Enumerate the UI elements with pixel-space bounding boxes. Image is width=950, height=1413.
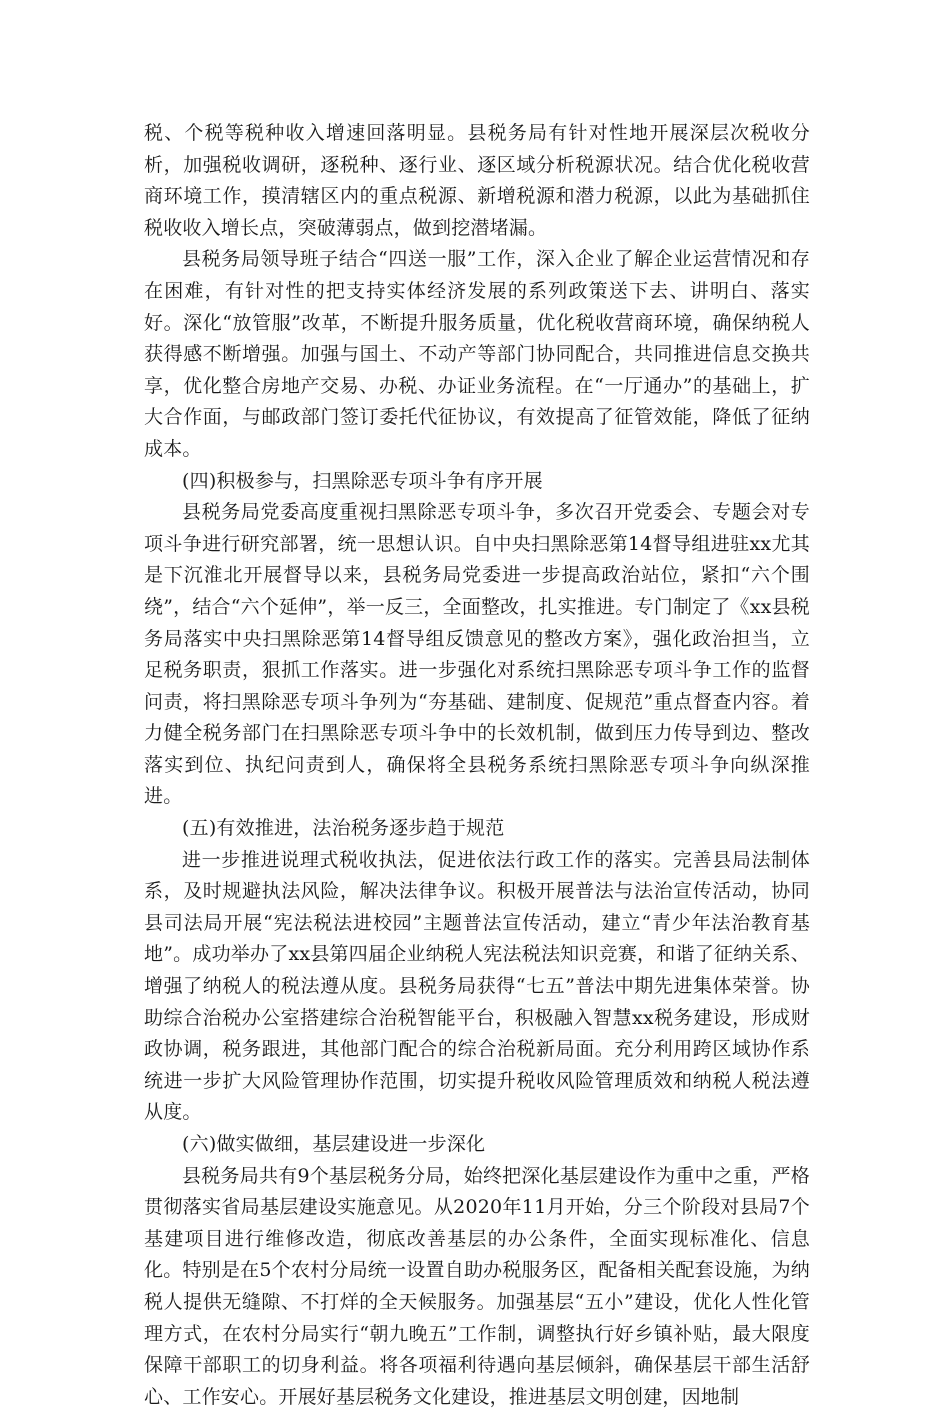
section-heading-5: (五)有效推进，法治税务逐步趋于规范 — [182, 817, 505, 840]
paragraph-continuation: 税、个税等税种收入增速回落明显。县税务局有针对性地开展深层次税收分析，加强税收调研，逐税种、逐行业、逐区域分析税源状况。结合优化税收营商环境工作，摸清辖区内的重点税源、新增税源和潜力税源，以此为基础抓住税收收入增长点，突破薄弱点，做到挖潜堵漏。 — [144, 122, 810, 239]
paragraph-rule-of-law: 进一步推进说理式税收执法，促进依法行政工作的落实。完善县局法制体系，及时规避执法风险，解决法律争议。积极开展普法与法治宣传活动，协同县司法局开展“宪法税法进校园”主题普法宣传活动，建立“青少年法治教育基地”。成功举办了xx县第四届企业纳税人宪法税法知识竞赛，和谐了征纳关系、增强了纳税人的税法遵从度。县税务局获得“七五”普法中期先进集体荣誉。协助综合治税办公室搭建综合治税智能平台，积极融入智慧xx税务建设，形成财政协调，税务跟进，其他部门配合的综合治税新局面。充分利用跨区域协作系统进一步扩大风险管理协作范围，切实提升税收风险管理质效和纳税人税法遵从度。 — [144, 848, 810, 1124]
document-page — [144, 118, 810, 1413]
section-heading-6: (六)做实做细，基层建设进一步深化 — [182, 1133, 486, 1155]
paragraph-service: 县税务局领导班子结合“四送一服”工作，深入企业了解企业运营情况和存在困难，有针对性的把支持实体经济发展的系列政策送下去、讲明白、落实好。深化“放管服”改革，不断提升服务质量，优化税收营商环境，确保纳税人获得感不断增强。加强与国土、不动产等部门协同配合，共同推进信息交换共享，优化整合房地产交易、办税、办证业务流程。在“一厅通办”的基础上，扩大合作面，与邮政部门签订委托代征协议，有效提高了征管效能，降低了征纳成本。 — [144, 248, 810, 460]
paragraph-anti-crime: 县税务局党委高度重视扫黑除恶专项斗争，多次召开党委会、专题会对专项斗争进行研究部署，统一思想认识。自中央扫黑除恶第14督导组进驻xx尤其是下沉淮北开展督导以来，县税务局党委进一步提高政治站位，紧扣“六个围绕”，结合“六个延伸”，举一反三，全面整改，扎实推进。专门制定了《xx县税务局落实中央扫黑除恶第14督导组反馈意见的整改方案》，强化政治担当，立足税务职责，狠抓工作落实。进一步强化对系统扫黑除恶专项斗争工作的监督问责，将扫黑除恶专项斗争列为“夯基础、建制度、促规范”重点督查内容。着力健全税务部门在扫黑除恶专项斗争中的长效机制，做到压力传导到边、整改落实到位、执纪问责到人，确保将全县税务系统扫黑除恶专项斗争向纵深推进。 — [144, 501, 810, 808]
paragraph-grassroots: 县税务局共有9个基层税务分局，始终把深化基层建设作为重中之重，严格贯彻落实省局基层建设实施意见。从2020年11月开始，分三个阶段对县局7个基建项目进行维修改造，彻底改善基层的办公条件，全面实现标准化、信息化。特别是在5个农村分局统一设置自助办税服务区，配备相关配套设施，为纳税人提供无缝隙、不打烊的全天候服务。加强基层“五小”建设，优化人性化管理方式，在农村分局实行“朝九晚五”工作制，调整执行好乡镇补贴，最大限度保障干部职工的切身利益。将各项福利待遇向基层倾斜，确保基层干部生活舒心、工作安心。开展好基层税务文化建设，推进基层文明创建，因地制 — [144, 1164, 810, 1408]
section-heading-4: (四)积极参与，扫黑除恶专项斗争有序开展 — [182, 469, 543, 492]
